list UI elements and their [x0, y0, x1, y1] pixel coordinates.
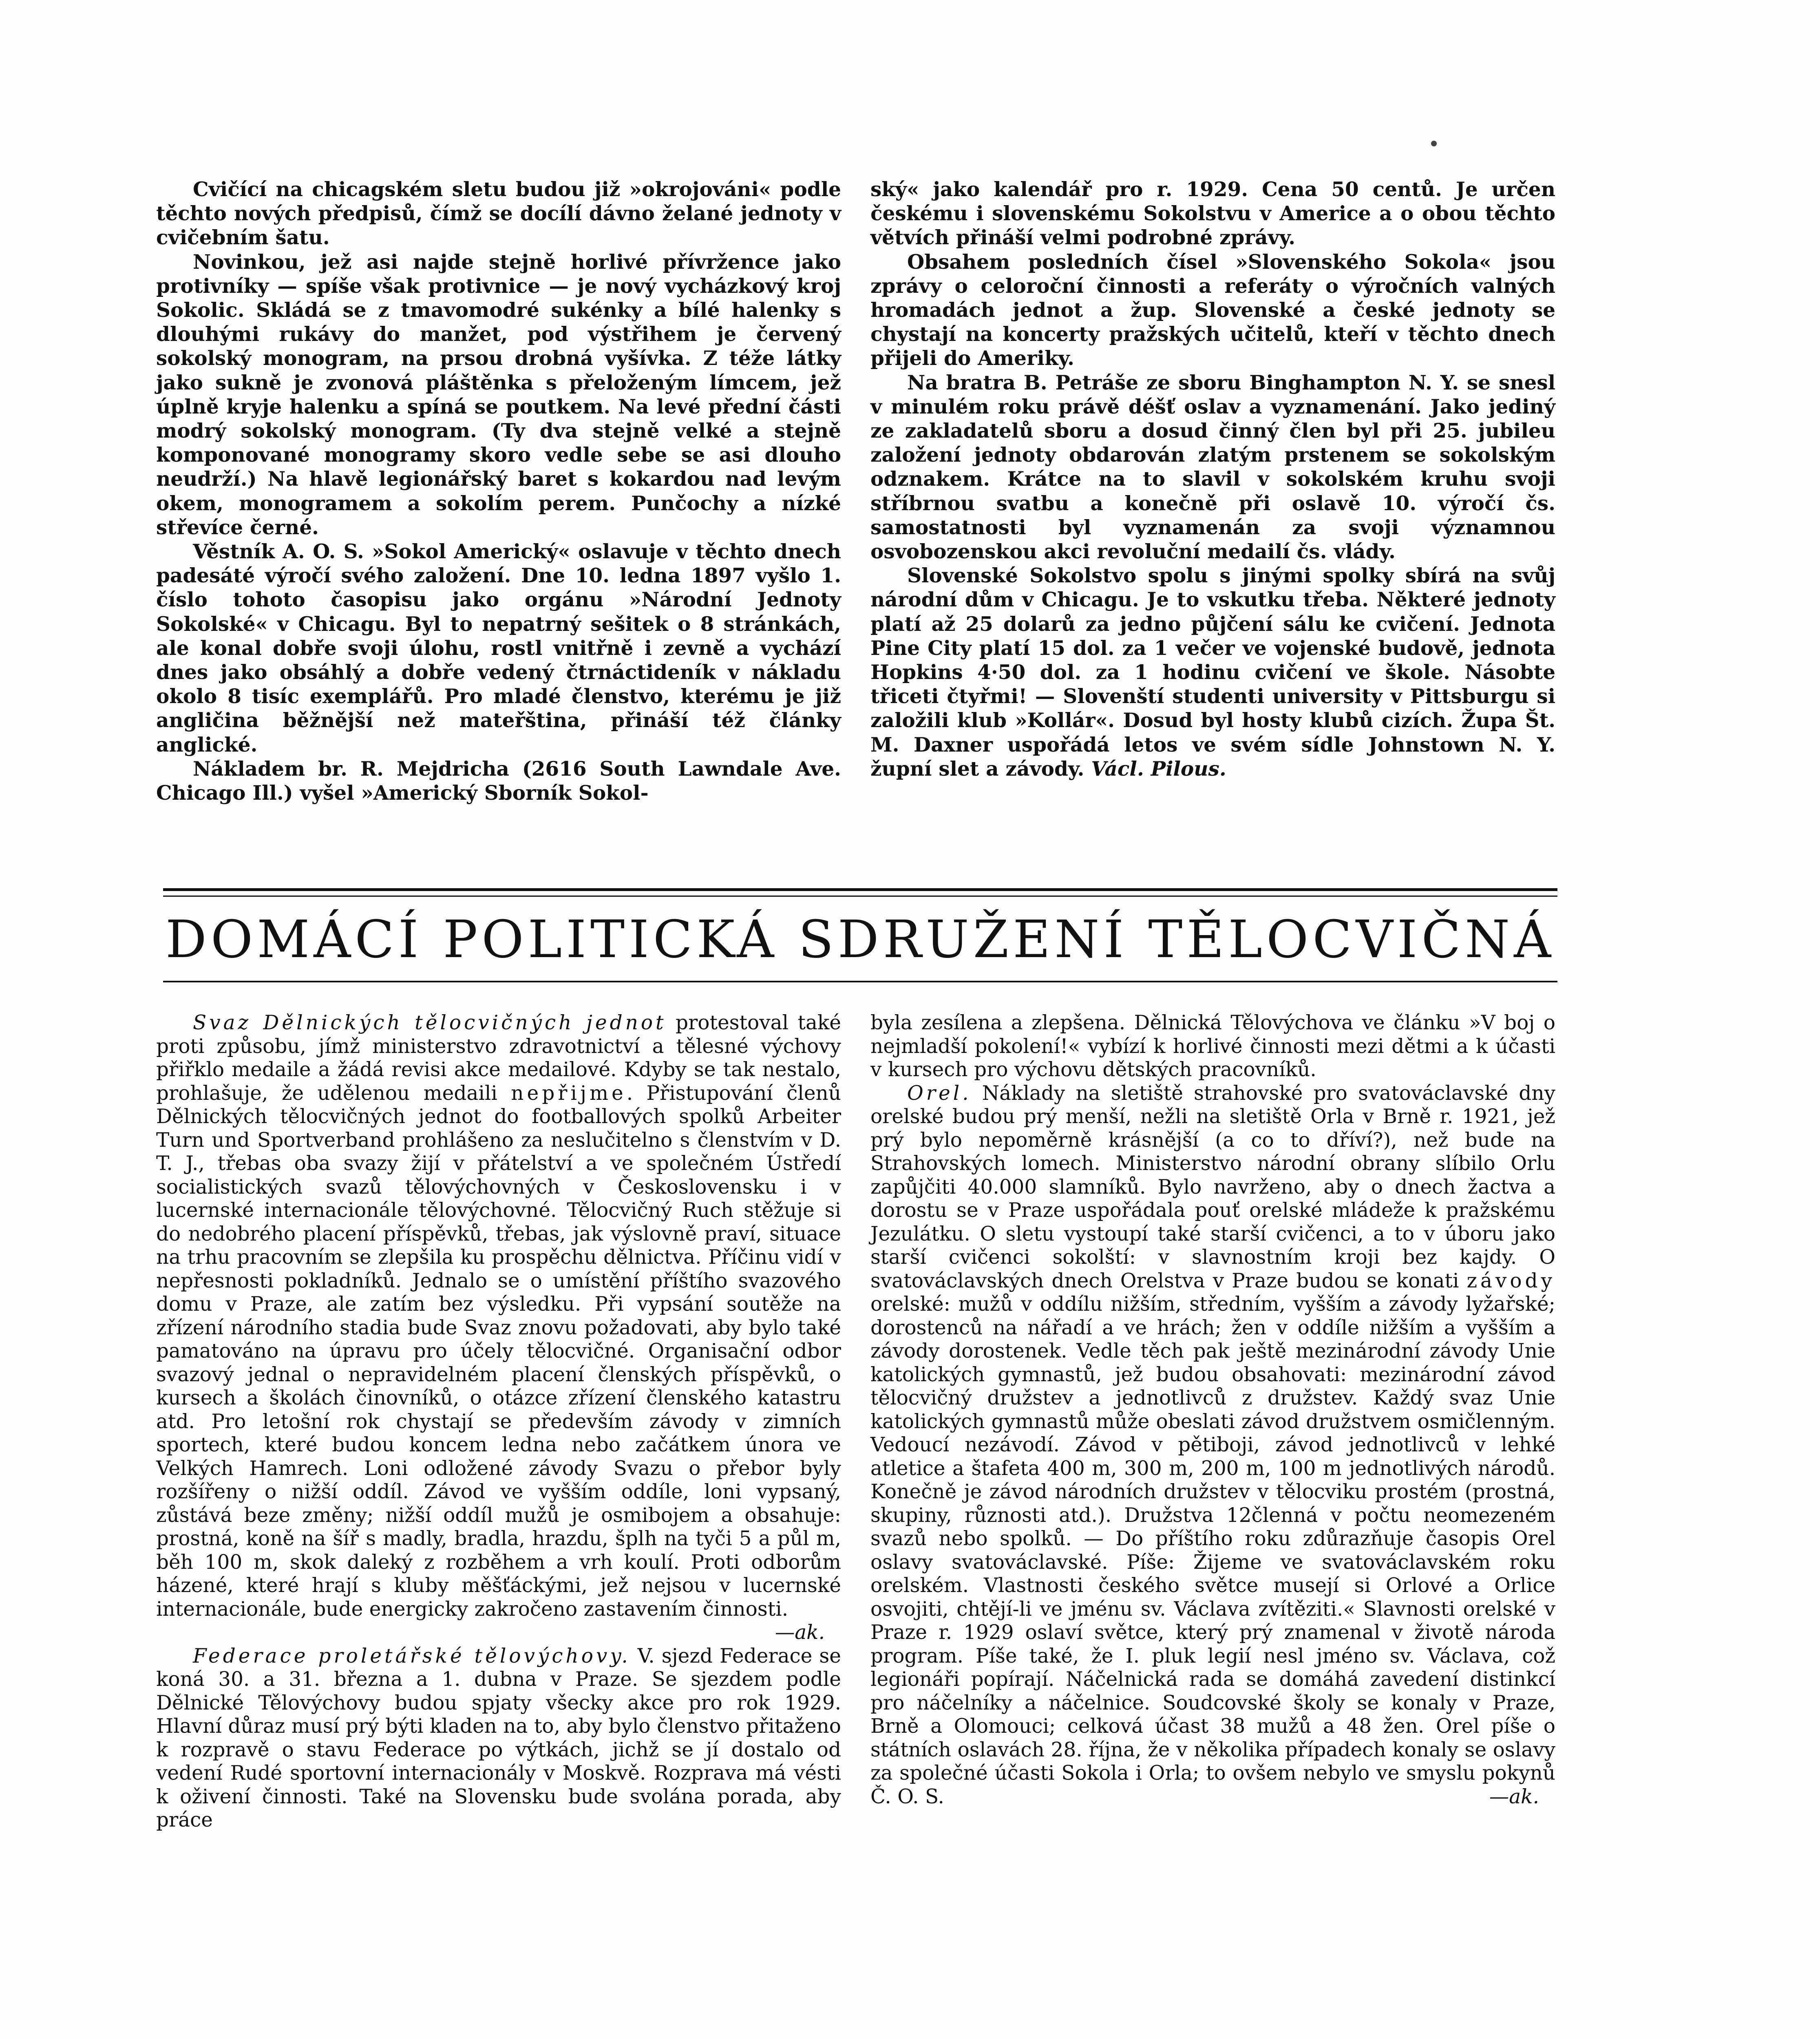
section-rule-thin: [163, 896, 1557, 897]
paragraph: Cvičící na chicagském sletu budou již »okrojováni« podle těchto nových předpisů, čímž se docílí dávno želané jednoty v cvičebním šatu.: [156, 178, 841, 250]
author-signature: Václ. Pilous.: [1091, 757, 1226, 781]
paragraph-text: V. sjezd Federace se koná 30. a 31. března a 1. dubna v Praze. Se sjezdem podle Dělnické Tělovýchovy budou spjaty všecky akce pro rok 1929. Hlavní důraz musí prý býti kladen na to, aby bylo členstvo přitaženo k rozpravě o stavu Federace po výtkách, jichž se jí dostalo od vedení Rudé sportovní internacionály v Moskvě. Rozprava má vésti k oživení činnosti. Také na Slovensku bude svolána porada, aby práce: [156, 1644, 841, 1831]
paragraph: byla zesílena a zlepšena. Dělnická Tělovýchova ve článku »V boj o nejmladší pokolení!« vybízí k horlivé činnosti mezi dětmi a k účasti v kursech pro výchovu dětských pracovníků.: [870, 1011, 1555, 1081]
paragraph: Obsahem posledních čísel »Slovenského Sokola« jsou zprávy o celoroční činnosti a referáty o výročních valných hromadách jednot a žup. Slovenské a české jednoty se chystají na koncerty pražských učitelů, kteří v těchto dnech přijeli do Ameriky.: [870, 250, 1555, 370]
paragraph: [156, 1645, 841, 1832]
paragraph: Nákladem br. R. Mejdricha (2616 South Lawndale Ave. Chicago Ill.) vyšel »Americký Sborník Sokol-: [156, 757, 841, 805]
section-rule-thick: [163, 888, 1557, 891]
ink-speck: [1431, 141, 1437, 146]
paragraph: [156, 1011, 842, 1644]
organization-name: Svaz Dělnických tělocvičných jednot: [193, 1011, 667, 1034]
paragraph: Věstník A. O. S. »Sokol Americký« oslavuje v těchto dnech padesáté výročí svého založení. Dne 10. ledna 1897 vyšlo 1. číslo tohoto časopisu jako orgánu »Národní Jednoty Sokolské« v Chicagu. Byl to nepatrný sešitek o 8 stránkách, ale konal dobře svoji úlohu, rostl vnitřně i zevně a vychází dnes jako obsáhlý a dobře vedený čtrnáctideník v nákladu okolo 8 tisíc exemplářů. Pro mladé členstvo, kterému je již angličina běžnější než mateřština, přináší též články anglické.: [156, 540, 841, 756]
paragraph-text: . Přistupování členů Dělnických tělocvičných jednot do footballových spolků Arbeiter Turn und Sportverband prohlášeno za neslučitelno s členstvím v D. T. J., třebas oba svazy žijí v přátelství a ve společném Ústředí socialistických svazů tělovýchovných v Československu i v lucernské internacionále tělovýchovné. Tělocvičný Ruch stěžuje si do nedobrého placení příspěvků, třebas, jak výslovně praví, situace na trhu pracovním se zlepšila ku prospěchu dělnictva. Příčinu vidí v nepřesnosti pokladníků. Jednalo se o umístění příštího svazového domu v Praze, ale zatím bez výsledku. Při vypsání soutěže na zřízení národního stadia bude Svaz znovu požadovati, aby bylo také pamatováno na úpravu pro účely tělocvičné. Organisační odbor svazový jednal o nepravidelném placení členských příspěvků, o kursech a školách činovníků, o otázce zřízení členského katastru atd. Pro letošní rok chystají se především závody v zimních sportech, které budou koncem ledna nebo začátkem února ve Velkých Hamrech. Loni odložené závody Svazu o přebor byly rozšířeny o nižší oddíl. Závod ve vyšším oddíle, loni vypsaný, zůstává beze změny; nižší oddíl mužů je osmibojem a obsahuje: prostná, koně na šíř s madly, bradla, hrazdu, šplh na tyči 5 a půl m, běh 100 m, skok daleký z rozběhem a vrh koulí. Proti odborům házené, které hrají s kluby měšťáckými, jež nejsou v lucernské internacionále, bude energicky zakročeno zastavením činnosti.: [156, 1081, 841, 1621]
paragraph: [870, 1082, 1555, 1809]
spaced-text: závody: [1467, 1269, 1555, 1292]
paragraph: [870, 564, 1555, 781]
organization-name: Orel.: [907, 1081, 972, 1105]
paragraph: Na bratra B. Petráše ze sboru Binghampton N. Y. se snesl v minulém roku právě déšť oslav a vyznamenání. Jako jediný ze zakladatelů sboru a dosud činný člen byl při 25. jubileu založení jednoty obdarován zlatým prstenem se sokolským odznakem. Krátce na to slavil v sokolském kruhu svoji stříbrnou svatbu a konečně při oslavě 10. výročí čs. samostatnosti byl vyznamenán za svoji významnou osvobozenskou akci revoluční medailí čs. vlády.: [870, 371, 1555, 564]
bottom-left-column: [156, 1011, 841, 1832]
paragraph-text: orelské: mužů v oddílu nižším, středním, vyšším a závody lyžařské; dorostenců na nářadí a ve hrách; žen v oddíle nižším a vyšším a závody dorostenek. Vedle těch pak ještě mezinárodní závody Unie katolických gymnastů, jež budou obsahovati: mezinárodní závod tělocvičný družstev a jednotlivců z družstev. Každý svaz Unie katolických gymnastů může obeslati závod družstvem osmičlenným. Vedoucí nezávodí. Závod v pětiboji, závod jednotlivců v lehké atletice a štafeta 400 m, 300 m, 200 m, 100 m jednotlivých národů. Konečně je závod národních družstev v tělocviku prostém (prostná, skupiny, různosti atd.). Družstva 12členná v počtu neomezeném svazů nebo spolků. — Do příštího roku zdůrazňuje časopis Orel oslavy svatováclavské. Píše: Žijeme ve svatováclavském roku orelském. Vlastnosti českého světce musejí si Orlové a Orlice osvojiti, chtějí-li ve jménu sv. Václava zvítěziti.« Slavnosti orelské v Praze r. 1929 oslaví světce, který prý znamenal v životě národa program. Píše také, že I. pluk legií nesl jméno sv. Václava, což legionáři popírají. Náčelnická rada se domáhá zavedení distinkcí pro náčelníky a náčelnice. Soudcovské školy se konaly v Praze, Brně a Olomouci; celková účast 38 mužů a 48 žen. Orel píše o státních oslavách 28. října, že v několika případech konaly se oslavy za společné účasti Sokola i Orla; to ovšem nebylo ve smyslu pokynů Č. O. S.: [870, 1293, 1555, 1808]
section-rule-bottom: [163, 981, 1557, 982]
author-signature: —ak.: [775, 1621, 825, 1644]
spaced-text: nepřijme: [511, 1081, 627, 1105]
author-signature: —ak.: [1489, 1785, 1539, 1808]
paragraph-text: protestoval také proti způsobu, jímž ministerstvo zdravotnictví a tělesné výchovy přiřklo medaile a žádá revisi akce medailové. Kdyby se tak nestalo, prohlašuje, že udělenou medaili: [156, 1011, 842, 1105]
organization-name: Federace proletářské tělovýchovy.: [193, 1644, 631, 1667]
top-left-column: [156, 177, 841, 805]
bottom-right-column: [870, 1011, 1555, 1809]
section-title: DOMÁCÍ POLITICKÁ SDRUŽENÍ TĚLOCVIČNÁ: [165, 909, 1555, 969]
paragraph: ský« jako kalendář pro r. 1929. Cena 50 centů. Je určen českému i slovenskému Sokolstvu v Americe a o obou těchto větvích přináší velmi podrobné zprávy.: [870, 178, 1555, 250]
paragraph: Novinkou, jež asi najde stejně horlivé přívržence jako protivníky — spíše však protivnice — je nový vycházkový kroj Sokolic. Skládá se z tmavomodré sukénky a bílé halenky s dlouhými rukávy do manžet, pod výstřihem je červený sokolský monogram, na prsou drobná vyšívka. Z téže látky jako sukně je zvonová pláštěnka s přeloženým límcem, jež úplně kryje halenku a spíná se poutkem. Na levé přední části modrý sokolský monogram. (Ty dva stejně velké a stejně komponované monogramy skoro vedle sebe se asi dlouho neudrží.) Na hlavě legionářský baret s kokardou nad levým okem, monogramem a sokolím perem. Punčochy a nízké střevíce černé.: [156, 250, 841, 539]
paragraph-text: Slovenské Sokolstvo spolu s jinými spolky sbírá na svůj národní dům v Chicagu. Je to vskutku třeba. Některé jednoty platí až 25 dolarů za jedno půjčení sálu ke cvičení. Jednota Pine City platí 15 dol. za 1 večer ve vojenské budově, jednota Hopkins 4·50 dol. za 1 hodinu cvičení ve škole. Násobte třiceti čtyřmi! — Slovenští studenti university v Pittsburgu si založili klub »Kollár«. Dosud byl hosty klubů cizích. Župa Št. M. Daxner uspořádá letos ve svém sídle Johnstown N. Y. župní slet a závody.: [870, 564, 1555, 781]
paragraph-text: Náklady na sletiště strahovské pro svatováclavské dny orelské budou prý menší, nežli na sletiště Orla v Brně r. 1921, jež prý bylo nepoměrně krásnější (a co to dříví?), než bude na Strahovských lomech. Ministerstvo národní obrany slíbilo Orlu zapůjčiti 40.000 slamníků. Bylo navrženo, aby o dnech žactva a dorostu se v Praze uspořádala pouť orelské mládeže k pražskému Jezulátku. O sletu vystoupí také starší cvičenci, a to v úboru jako starší cvičenci sokolští: v slavnostním kroji bez kajdy. O svatováclavských dnech Orelstva v Praze budou se konati: [870, 1081, 1555, 1292]
top-right-column: [870, 177, 1555, 781]
